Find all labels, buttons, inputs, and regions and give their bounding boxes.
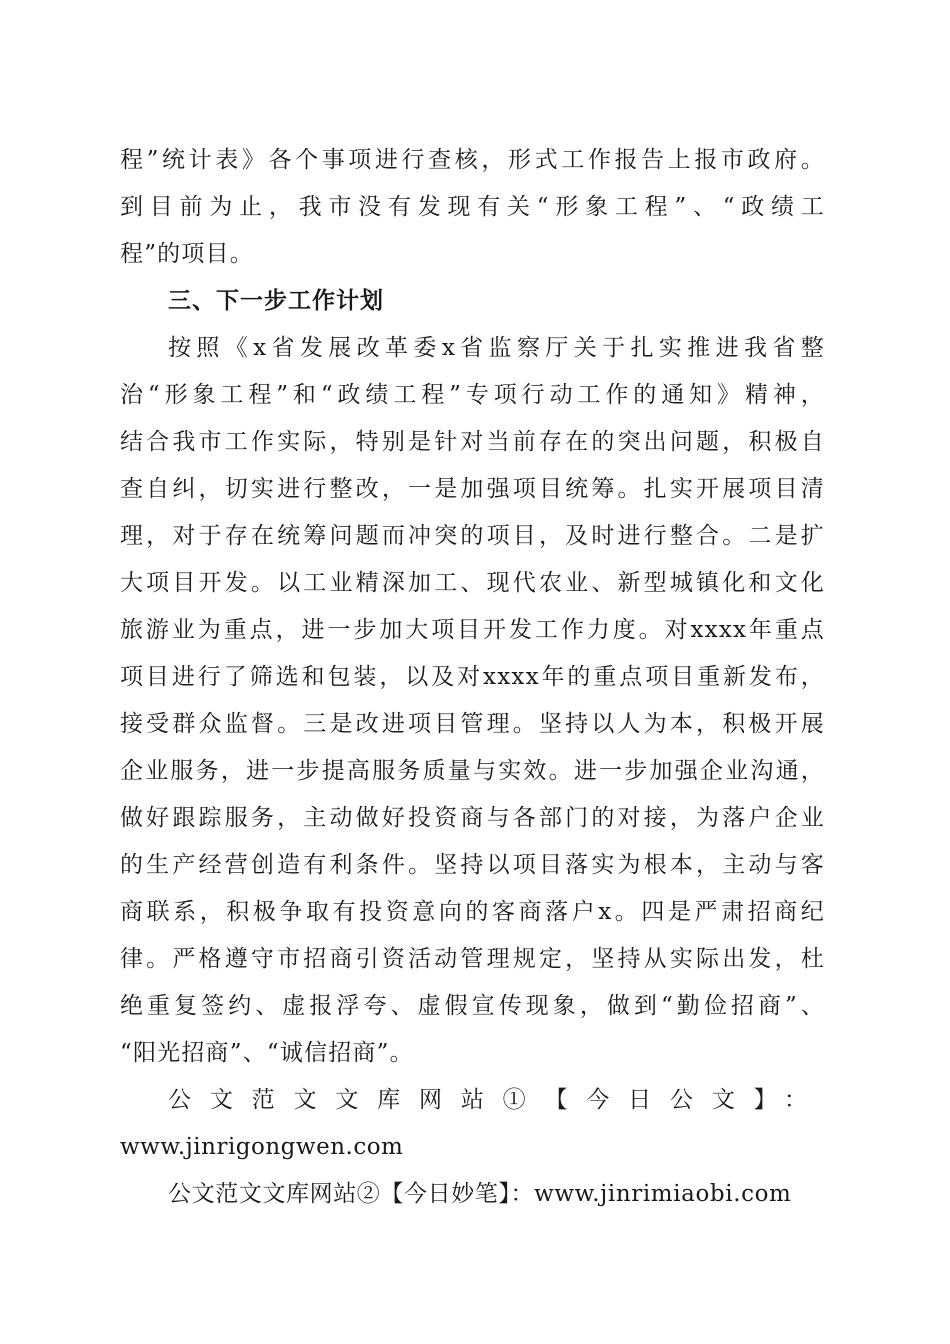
body-line-5: 理，对于存在统筹问题而冲突的项目，及时进行整合。二是扩	[120, 523, 825, 549]
body-line-4: 查自纠，切实进行整改，一是加强项目统筹。扎实开展项目清	[120, 476, 825, 502]
footer-site-1-label: 公文范文文库网站①【今日公文】：	[168, 1087, 825, 1113]
intro-line-1: 程”统计表》各个事项进行查核，形式工作报告上报市政府。	[120, 147, 825, 173]
body-line-2: 治“形象工程”和“政绩工程”专项行动工作的通知》精神，	[120, 382, 825, 408]
footer-site-1-url[interactable]: www.jinrigongwen.com	[120, 1134, 404, 1160]
body-line-15: 绝重复签约、虚报浮夸、虚假宣传现象，做到“勤俭招商”、	[120, 993, 825, 1019]
body-line-10: 企业服务，进一步提高服务质量与实效。进一步加强企业沟通，	[120, 758, 825, 784]
footer-site-2[interactable]: 公文范文文库网站②【今日妙笔】：www.jinrimiaobi.com	[168, 1181, 792, 1207]
body-line-9: 接受群众监督。三是改进项目管理。坚持以人为本，积极开展	[120, 711, 825, 737]
body-line-7: 旅游业为重点，进一步加大项目开发工作力度。对xxxx年重点	[120, 617, 825, 643]
section-heading: 三、下一步工作计划	[168, 288, 384, 314]
intro-line-3: 程”的项目。	[120, 241, 254, 267]
body-line-11: 做好跟踪服务，主动做好投资商与各部门的对接，为落户企业	[120, 805, 825, 831]
body-line-1: 按照《x省发展改革委x省监察厅关于扎实推进我省整	[168, 335, 825, 361]
body-line-6: 大项目开发。以工业精深加工、现代农业、新型城镇化和文化	[120, 570, 825, 596]
body-line-13: 商联系，积极争取有投资意向的客商落户x。四是严肃招商纪	[120, 899, 825, 925]
intro-line-2: 到目前为止，我市没有发现有关“形象工程”、“政绩工	[120, 194, 825, 220]
body-line-8: 项目进行了筛选和包装，以及对xxxx年的重点项目重新发布，	[120, 664, 825, 690]
body-line-16: “阳光招商”、“诚信招商”。	[120, 1040, 414, 1066]
body-line-12: 的生产经营创造有利条件。坚持以项目落实为根本，主动与客	[120, 852, 825, 878]
body-line-14: 律。严格遵守市招商引资活动管理规定，坚持从实际出发，杜	[120, 946, 825, 972]
body-line-3: 结合我市工作实际，特别是针对当前存在的突出问题，积极自	[120, 429, 825, 455]
